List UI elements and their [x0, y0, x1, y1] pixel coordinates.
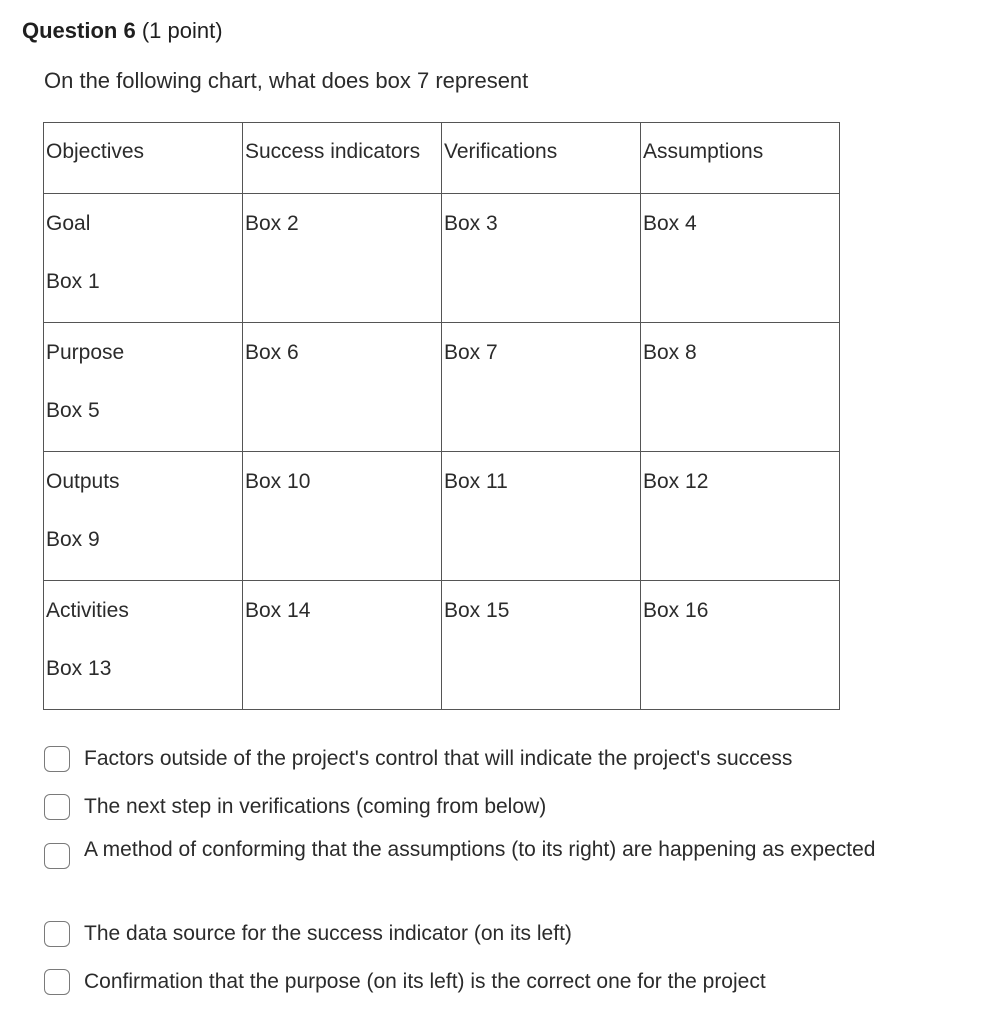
- table-cell: Box 4: [641, 194, 840, 323]
- table-row: [44, 194, 840, 323]
- header-cell: Objectives: [44, 123, 243, 194]
- question-number: Question 6: [22, 18, 136, 43]
- checkbox[interactable]: [44, 794, 70, 820]
- answer-option-label[interactable]: Factors outside of the project's control that will indicate the project's success: [84, 747, 793, 770]
- checkbox[interactable]: [44, 746, 70, 772]
- table-cell: Box 2: [243, 194, 442, 323]
- checkbox[interactable]: [44, 843, 70, 869]
- question-prompt: On the following chart, what does box 7 represent: [44, 68, 529, 93]
- header-cell: Verifications: [442, 123, 641, 194]
- answer-option[interactable]: [44, 790, 884, 824]
- checkbox[interactable]: [44, 921, 70, 947]
- answer-option[interactable]: [44, 742, 884, 776]
- question-points: (1 point): [141, 18, 223, 43]
- table-cell: Box 3: [442, 194, 641, 323]
- checkbox[interactable]: [44, 969, 70, 995]
- answer-option[interactable]: [44, 965, 884, 999]
- table-cell: Box 12: [641, 452, 840, 581]
- table-cell: Box 14: [243, 581, 442, 710]
- answer-option-label[interactable]: The next step in verifications (coming from below): [84, 795, 547, 818]
- table-cell: Box 10: [243, 452, 442, 581]
- table-row: [44, 452, 840, 581]
- answer-option[interactable]: [44, 917, 884, 951]
- table-header-row: [44, 123, 840, 194]
- answer-option-label[interactable]: The data source for the success indicator (on its left): [84, 922, 572, 945]
- answer-option-label[interactable]: Confirmation that the purpose (on its left) is the correct one for the project: [84, 970, 766, 993]
- table-cell: Box 7: [442, 323, 641, 452]
- table-cell: Outputs Box 9: [44, 452, 243, 581]
- table-cell: Box 15: [442, 581, 641, 710]
- table-cell: Goal Box 1: [44, 194, 243, 323]
- question-title: [22, 18, 223, 44]
- table-cell: Activities Box 13: [44, 581, 243, 710]
- table-row: [44, 581, 840, 710]
- table-cell: Box 8: [641, 323, 840, 452]
- table-cell: Box 6: [243, 323, 442, 452]
- answer-option[interactable]: [44, 833, 884, 869]
- header-cell: Success indicators: [243, 123, 442, 194]
- table-cell: Box 11: [442, 452, 641, 581]
- header-cell: Assumptions: [641, 123, 840, 194]
- answer-option-label[interactable]: A method of conforming that the assumptions (to its right) are happening as expected: [84, 838, 876, 861]
- table-cell: Purpose Box 5: [44, 323, 243, 452]
- table-cell: Box 16: [641, 581, 840, 710]
- table-row: [44, 323, 840, 452]
- logframe-table: [43, 122, 840, 710]
